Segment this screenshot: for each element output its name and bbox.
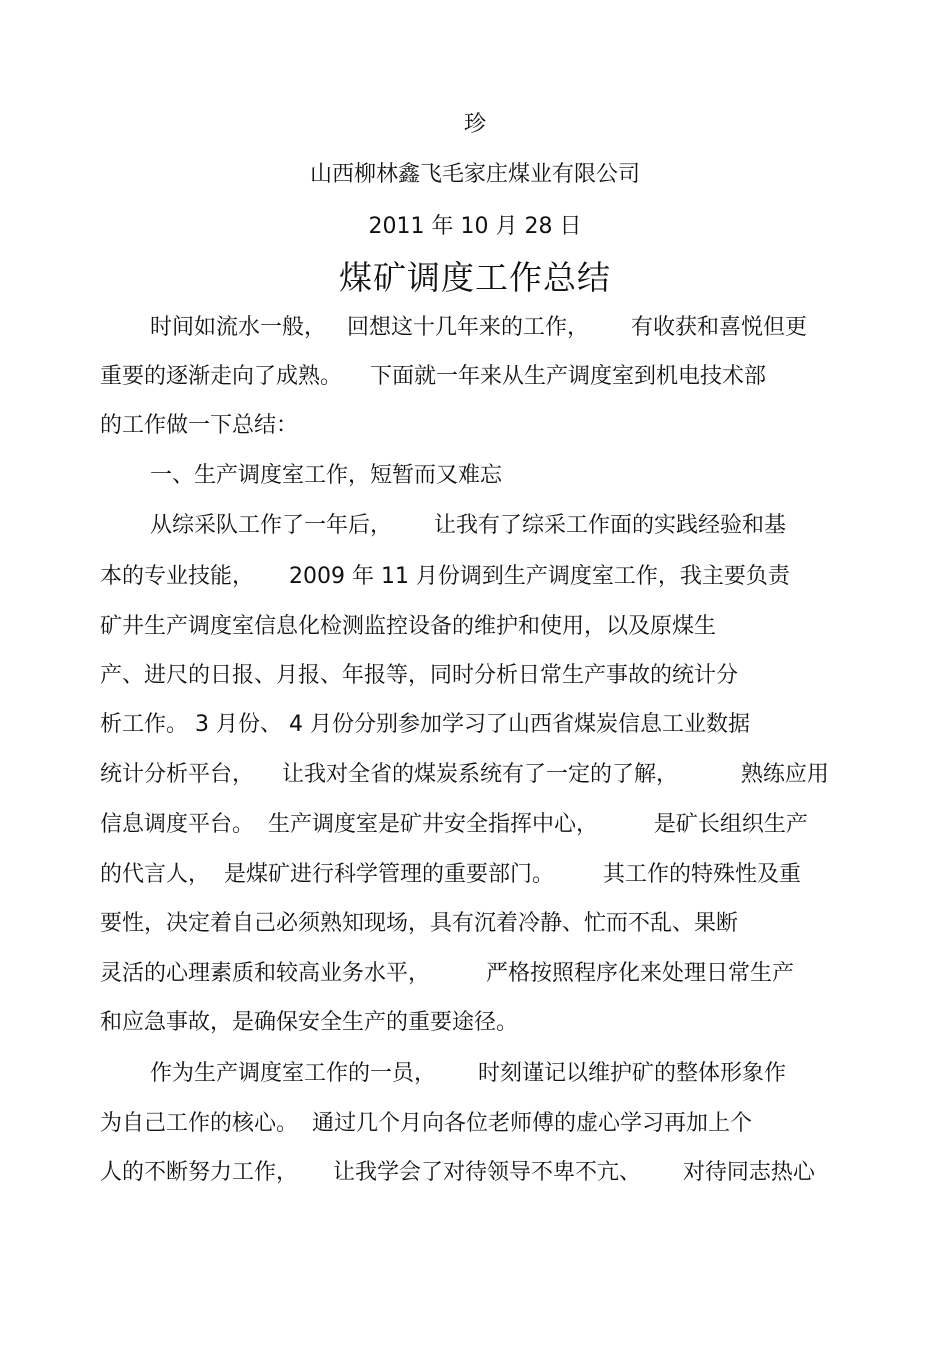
body-line: 信息调度平台。 生产调度室是矿井安全指挥中心， 是矿长组织生产 (100, 812, 808, 837)
body-line: 人的不断努力工作， 让我学会了对待领导不卑不亢、 对待同志热心 (100, 1160, 815, 1185)
author-name: 珍 (463, 112, 486, 137)
body-line: 要性，决定着自己必须熟知现场，具有沉着冷静、忙而不乱、果断 (100, 911, 739, 936)
body-line: 从综采队工作了一年后， 让我有了综采工作面的实践经验和基 (150, 513, 786, 538)
document-title: 煤矿调度工作总结 (339, 258, 611, 297)
body-line: 灵活的心理素质和较高业务水平， 严格按照程序化来处理日常生产 (100, 961, 794, 986)
body-line: 的工作做一下总结： (100, 413, 299, 438)
body-line: 的代言人， 是煤矿进行科学管理的重要部门。 其工作的特殊性及重 (100, 862, 801, 887)
body-line: 重要的逐渐走向了成熟。 下面就一年来从生产调度室到机电技术部 (100, 364, 766, 389)
body-line: 为自己工作的核心。 通过几个月向各位老师傅的虚心学习再加上个 (100, 1111, 752, 1136)
section-heading: 一、生产调度室工作，短暂而又难忘 (150, 463, 503, 488)
company-name: 山西柳林鑫飞毛家庄煤业有限公司 (309, 162, 640, 187)
body-line: 作为生产调度室工作的一员， 时刻谨记以维护矿的整体形象作 (150, 1061, 786, 1086)
body-line: 产、进尺的日报、月报、年报等，同时分析日常生产事故的统计分 (100, 663, 739, 688)
body-line: 和应急事故，是确保安全生产的重要途径。 (100, 1010, 519, 1035)
body-line: 时间如流水一般， 回想这十几年来的工作， 有收获和喜悦但更 (150, 315, 807, 340)
document-date: 2011 年 10 月 28 日 (368, 214, 582, 239)
body-line: 统计分析平台， 让我对全省的煤炭系统有了一定的了解， 熟练应用 (100, 762, 829, 787)
body-line: 析工作。 3 月份、 4 月份分别参加学习了山西省煤炭信息工业数据 (100, 712, 750, 737)
body-line: 矿井生产调度室信息化检测监控设备的维护和使用，以及原煤生 (100, 614, 717, 639)
body-line: 本的专业技能， 2009 年 11 月份调到生产调度室工作，我主要负责 (100, 564, 790, 589)
